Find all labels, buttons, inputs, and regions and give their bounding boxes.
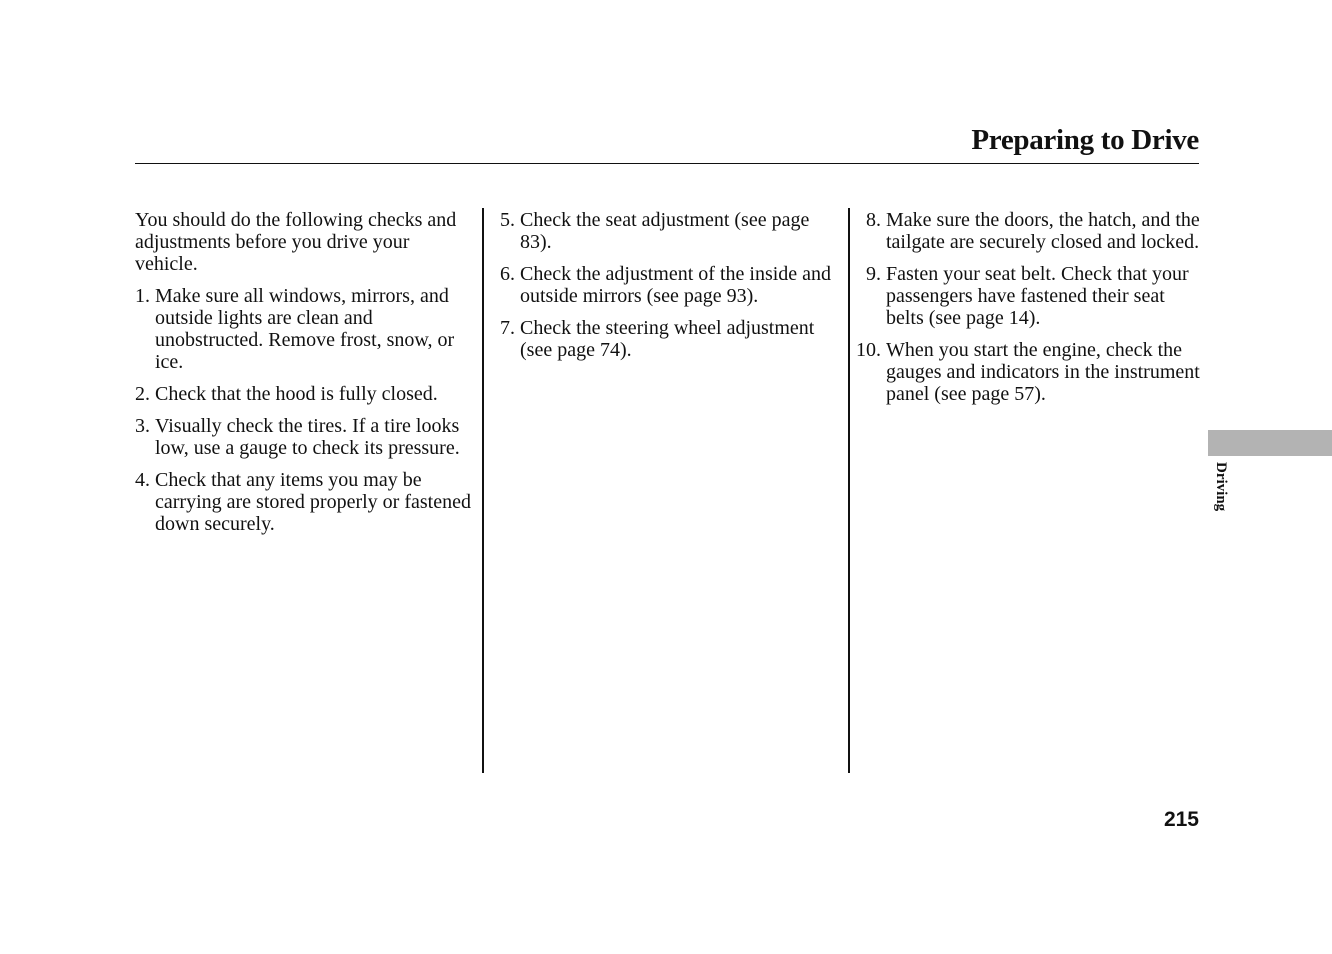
checklist-part-3 [855, 209, 1200, 405]
item-text: Check the steering wheel adjustment (see page 74). [520, 317, 815, 361]
column-1 [135, 209, 471, 545]
item-text: Check the seat adjustment (see page 83). [520, 209, 810, 253]
item-number: 4. [135, 469, 150, 491]
header-divider [135, 163, 1199, 164]
column-divider [482, 208, 484, 773]
item-text: Make sure all windows, mirrors, and outside lights are clean and unobstructed. Remove frost, snow, or ice. [155, 285, 455, 373]
column-3 [855, 209, 1200, 415]
item-number: 3. [135, 415, 150, 437]
page-title: Preparing to Drive [971, 124, 1199, 156]
item-number: 8. [866, 209, 886, 231]
item-number: 2. [135, 383, 150, 405]
section-tab [1208, 430, 1332, 456]
item-number: 6. [500, 263, 515, 285]
item-text: Check that any items you may be carrying are stored properly or fastened down securely. [155, 469, 471, 535]
item-text: When you start the engine, check the gauges and indicators in the instrument panel (see page 57). [886, 339, 1200, 405]
list-item [855, 339, 1200, 405]
section-tab-label: Driving [1213, 462, 1229, 512]
item-number: 10. [856, 339, 886, 361]
list-item [500, 263, 840, 307]
item-text: Check the adjustment of the inside and outside mirrors (see page 93). [520, 263, 832, 307]
item-text: Check that the hood is fully closed. [155, 383, 438, 405]
checklist-part-1 [135, 285, 471, 535]
checklist-part-2 [500, 209, 840, 361]
list-item [135, 383, 471, 405]
item-text: Make sure the doors, the hatch, and the tailgate are securely closed and locked. [886, 209, 1200, 253]
list-item [135, 469, 471, 535]
list-item [855, 209, 1200, 253]
list-item [135, 415, 471, 459]
list-item [500, 209, 840, 253]
item-text: Fasten your seat belt. Check that your passengers have fastened their seat belts (see page 14). [886, 263, 1189, 329]
intro-paragraph: You should do the following checks and adjustments before you drive your vehicle. [135, 209, 457, 275]
item-number: 1. [135, 285, 150, 307]
list-item [135, 285, 471, 373]
item-number: 7. [500, 317, 515, 339]
list-item [500, 317, 840, 361]
list-item [855, 263, 1200, 329]
item-number: 5. [500, 209, 515, 231]
column-divider [848, 208, 850, 773]
item-number: 9. [866, 263, 886, 285]
column-2 [500, 209, 840, 371]
item-text: Visually check the tires. If a tire looks low, use a gauge to check its pressure. [155, 415, 460, 459]
page-number: 215 [1163, 808, 1199, 831]
